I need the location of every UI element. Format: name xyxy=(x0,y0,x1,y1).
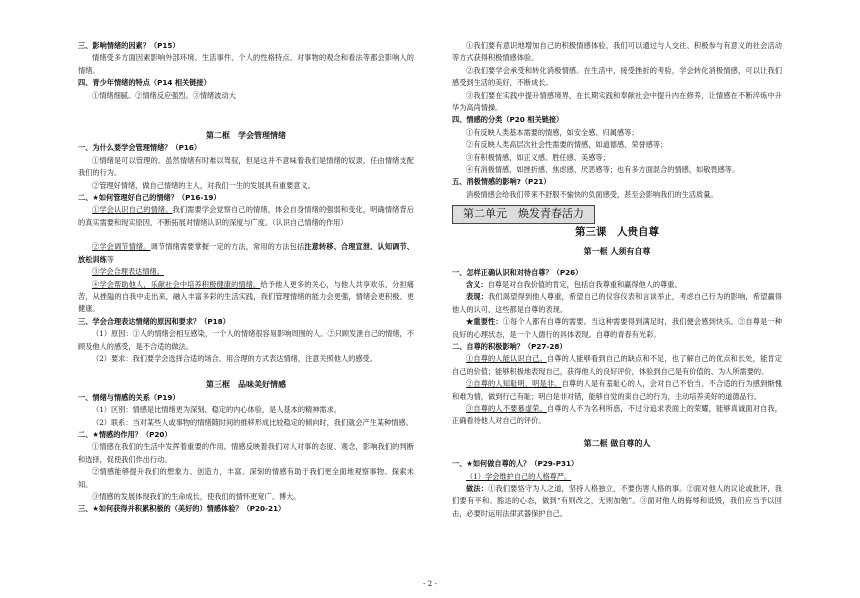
unit-banner: 第二单元 焕发青春活力 xyxy=(452,205,595,223)
text: 给予他人更多的关心，与他人共享欢乐、分担痛苦，从挫隘的自我中走出来，融入丰富多彩的生活实践，我们管理情绪的能力会更强，情绪会更积极、更健康。 xyxy=(78,279,414,314)
paragraph: ①情感在我们的生活中发挥着重要的作用。情感反映着我们对人对事的态度、观念，影响我们的判断和选择，促使我们作出行动。 xyxy=(78,442,414,464)
paragraph xyxy=(452,403,782,428)
bold-text: 做法： xyxy=(466,484,489,493)
paragraph: ①情绪是可以管理的。虽然情绪有时难以驾驭，但是这并不意味着我们是情绪的奴隶，任由情绪支配我们的行为。 xyxy=(78,155,414,178)
paragraph: ①我们要有意识地增加自己的积极情感体验，我们可以通过与人交往、积极参与有意义的社会活动等方式获得积极情感体验。 xyxy=(452,41,782,63)
bold-text: ★重要性： xyxy=(466,317,503,327)
paragraph: （1）区别：情感是比情绪更为深刻、稳定的内心体验，是人基本的精神需求。 xyxy=(92,405,341,415)
heading: 三、★如何获得并积累积极的（美好的）情感体验？（P20-21） xyxy=(78,504,286,514)
heading: 一、★如何做自尊的人？（P29-P31） xyxy=(452,459,579,469)
heading: 一、情绪与情感的关系（P19） xyxy=(78,392,180,402)
heading: 三、影响情绪的因素？（P15） xyxy=(78,41,180,50)
text: ①我们要恪守为人之道，坚持人格独立，不要伤害人格的事。②面对他人的议论或批评，我们要有平和、豁达的心态，做到“有则改之，无则加勉”。③面对他人的侮辱和诋毁，我们应当予以回击，必要时运用法律武器保护自己。 xyxy=(452,484,782,518)
text: ①每个人都有自尊的需要。当这种需要得到满足时，我们便会感到快乐。②自尊是一种良好的心理状态，是一个人德行的具体表现。自尊的青春有光彩。 xyxy=(452,317,782,339)
lesson-title: 第三课 人贵自尊 xyxy=(575,225,659,238)
bold-text: 含义： xyxy=(466,279,488,289)
paragraph: 消极情感会给我们带来不舒服不愉快的负面感受，甚至会影响我们的生活质量。 xyxy=(466,189,718,199)
bold-text: 注意转移、合理宣泄、认知调节、放松训练 xyxy=(78,242,414,264)
underlined-text: ③自尊的人不要慕虚荣。 xyxy=(466,403,547,413)
paragraph: ③有积极情感，如正义感、胜任感、美感等； xyxy=(466,152,610,162)
paragraph xyxy=(452,279,782,291)
underlined-text: ①学会认识自己的情绪。 xyxy=(92,205,173,215)
paragraph: 情绪受多方面因素影响外部环境、生活事件、个人的性格特点、对事物的观念和看法等都会影响人的情绪。 xyxy=(78,53,414,75)
paragraph: ②有反映人类高层次社会性需要的情感，如道德感、荣誉感等； xyxy=(466,140,668,150)
bold-text: 表现： xyxy=(466,292,489,302)
paragraph xyxy=(78,241,414,266)
paragraph: （1）学会维护自己的人格尊严。 xyxy=(466,471,572,481)
paragraph xyxy=(78,279,414,316)
heading: 五、消极情感的影响?（P21） xyxy=(452,177,551,187)
paragraph: （2）联系：当对某些人或事物的情绪随时间的推移形成比较稳定的倾向时，我们就会产生某种情感。 xyxy=(92,417,413,427)
heading: 四、情感的分类（P20 相关链接） xyxy=(452,115,564,125)
paragraph xyxy=(452,291,782,316)
paragraph xyxy=(452,353,782,378)
text: 自尊的人不为名利所惑，不过分追求表面上的荣耀，能够真诚面对自我，正确看待他人对自己的评价。 xyxy=(452,403,782,426)
paragraph: ②管理好情绪，做自己情绪的主人，对我们一生的发展具有重要意义。 xyxy=(92,180,315,190)
paragraph: ②我们要学会承受和转化消极情感。在生活中，接受挫折的考验，学会转化消极情感，可以让我们感受到生活的美好，不断成长。 xyxy=(452,65,782,88)
heading: 三、学会合理表达情绪的原因和要求？（P18） xyxy=(78,316,230,326)
page-number: - 2 - xyxy=(423,580,437,588)
left-column xyxy=(78,40,414,516)
paragraph: ③情感的发展体现我们的生命成长，使我们的情怀更宽广、博大。 xyxy=(92,492,301,501)
text: 我们需要学会觉察自己的情绪，体会自身情绪的强弱和变化，明确情绪背后的真实需要和现实原因，不断拓展对情绪认识的深度与广度。（认识自己情绪的作用） xyxy=(78,205,414,227)
section-title: 第二框 做自尊的人 xyxy=(583,438,651,448)
paragraph: ③我们要在实践中提升情感境界，在长期实践和奉献社会中提升内在修养，让情感在不断淬炼中升华为高尚情操。 xyxy=(452,90,782,113)
paragraph: （2）要求：我们要学会选择合适的场合、用合理的方式表达情绪，注意关照他人的感受。 xyxy=(92,353,377,363)
heading: 一、为什么要学会管理情绪？（P16） xyxy=(78,143,202,153)
paragraph: ③学会合理表达情绪。 xyxy=(92,267,164,277)
text: 调节情绪需要掌握一定的方法，常用的方法包括 xyxy=(150,242,305,252)
underlined-text: ④学会帮助他人，乐献社会中培养积极健康的情绪。 xyxy=(92,279,261,289)
heading: 二、自尊的积极影响？（P27-28） xyxy=(452,341,567,351)
section-title: 第三框 品味美好情感 xyxy=(206,380,286,390)
heading: 二、★如何管理好自己的情绪？（P16-19） xyxy=(78,193,221,203)
heading: 四、青少年情绪的特点（P14 相关链接） xyxy=(78,78,211,88)
paragraph: ①情绪细腻。②情绪反应强烈。③情绪波动大 xyxy=(92,90,236,100)
paragraph xyxy=(452,378,782,403)
section-title: 第二框 学会管理情绪 xyxy=(206,131,286,141)
underlined-text: ②自尊的人知耻明，明是非。 xyxy=(466,379,562,389)
text: 自尊的人是有羞耻心的人，会对自己不恰当、不合适的行为感到惭愧和难为情，做到行己有耻；明白是非对错，能够自觉的束自己的行为，主动培养美好的道德品行。 xyxy=(452,379,782,401)
paragraph: ④有消极情感，如挫折感、焦虑感、厌恶感等；也有多方面混合的情感，如敬畏感等。 xyxy=(466,165,740,175)
paragraph: ①有反映人类基本需要的情感，如安全感、归属感等； xyxy=(466,127,639,137)
heading: 二、★情感的作用？（P20） xyxy=(78,429,172,439)
paragraph: ②情感能够提升我们的想象力、创造力，丰富、深刻的情感有助于我们更全面地观察事物、探索未知。 xyxy=(78,467,414,489)
underlined-text: ①自尊的人能认识自己。 xyxy=(466,354,547,364)
paragraph: （1）原因：①人的情绪会相互感染，一个人的情绪很容易影响周围的人。②只顾发泄自己的情绪，不顾及他人的感受，是不合适的做法。 xyxy=(78,329,414,351)
text: 等 xyxy=(106,254,114,264)
text: 我们渴望得到他人尊重，希望自己的仪容仪表和言谈举止，考虑自己行为的影响，希望赢得他人的认可，这些都是自尊的表现。 xyxy=(452,292,782,314)
text: 自尊是对自我价值的肯定，包括自我尊重和赢得他人的尊重。 xyxy=(487,279,682,289)
right-column xyxy=(452,40,782,520)
text: 自尊的人能够看到自己的缺点和不足，也了解自己的优点和长处，能肯定自己的价值；能够积极地表现自己，获得他人的良好评价，体验到自己是有价值的、为人所需要的。 xyxy=(452,354,782,376)
paragraph xyxy=(78,204,414,229)
heading: 一、怎样正确认识和对待自尊？（P26） xyxy=(452,267,583,277)
section-title: 第一框 人须有自尊 xyxy=(583,247,651,257)
paragraph xyxy=(452,316,782,341)
underlined-text: ②学会调节情绪。 xyxy=(92,242,151,252)
paragraph xyxy=(452,483,782,520)
